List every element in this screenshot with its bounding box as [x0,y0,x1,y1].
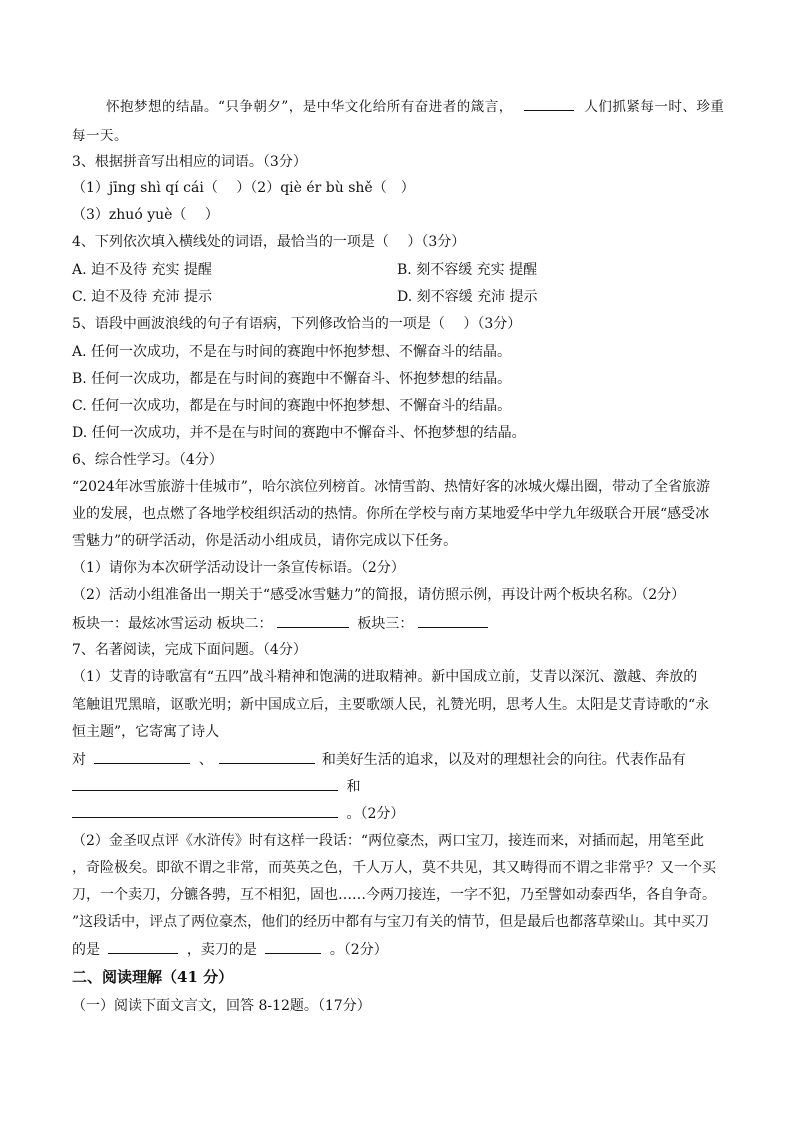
q3-row-2: （3）zhuó yuè（ ） [72,207,219,223]
q4-option-b[interactable]: B. 刻不容缓 充实 提醒 [397,262,538,278]
q7-title: 7、名著阅读，完成下面问题。（4分） [72,642,307,658]
q7-s2-line-4: ”这段话中，评点了两位豪杰，他们的经历中都有与宝刀有关的情节，但是最后也都落草梁山。其中买刀 [72,914,710,930]
q7-buy-blade-blank[interactable] [108,939,178,954]
q7-s2-text-c: 。（2分） [329,942,388,958]
q3-title: 3、根据拼音写出相应的词语。（3分） [72,154,307,170]
q7-s1-line-4 [72,749,732,770]
q6-paragraph-3: 雪魅力”的研学活动，你是活动小组成员，请你完成以下任务。 [72,533,458,549]
q7-s2-line-2: ，奇险极矣。即欲不谓之非常，而英英之色，千人万人，莫不共见，其又畴得而不谓之非常乎？又一个买 [72,860,716,876]
intro-text-a: 怀抱梦想的结晶。“只争朝夕”，是中华文化给所有奋进者的箴言， [106,99,513,115]
intro-line-2: 每一天。 [72,128,128,144]
q7-s1-score: 。（2分） [346,806,405,822]
section-2-title: 二、阅读理解（41 分） [72,968,234,986]
q7-s1-text-c: 和美好生活的追求，以及对的理想社会的向往。代表作品有 [321,752,686,768]
q5-option-a[interactable]: A. 任何一次成功，不是在与时间的赛跑中怀抱梦想、不懈奋斗的结晶。 [72,344,512,360]
q7-s1-line-2: 笔触诅咒黑暗，讴歌光明；新中国成立后，主要歌颂人民，礼赞光明，思考人生。太阳是艾青诗歌的“永 [72,697,710,713]
q5-option-b[interactable]: B. 任何一次成功，都是在与时间的赛跑中不懈奋斗、怀抱梦想的结晶。 [72,371,512,387]
q7-s2-text-a: 的是 [72,942,100,958]
q7-s1-line-3: 恒主题”，它寄寓了诗人 [72,724,220,740]
q5-option-d[interactable]: D. 任何一次成功，并不是在与时间的赛跑中不懈奋斗、怀抱梦想的结晶。 [72,425,526,441]
q7-work-blank-2[interactable] [72,803,338,818]
q4-option-d[interactable]: D. 刻不容缓 充沛 提示 [397,289,538,305]
q3-row-1: （1）jīng shì qí cái（ ）（2）qiè ér bù shě（ ） [72,180,415,196]
q6-sub-question-1: （1）请你为本次研学活动设计一条宣传标语。（2分） [72,560,405,576]
section-2-subtitle: （一）阅读下面文言文，回答 8-12题。（17分） [72,998,371,1014]
q4-title: 4、下列依次填入横线处的词语，最恰当的一项是（ ）（3分） [72,234,466,250]
q6-board-2-blank[interactable] [277,613,349,628]
q7-s2-text-b: ，卖刀的是 [186,942,257,958]
q4-option-c[interactable]: C. 迫不及待 充沛 提示 [72,289,213,305]
q6-paragraph-2: 业的发展，也点燃了各地学校组织活动的热情。你所在学校与南方某地爱华中学九年级联合开展“感受冰 [72,506,710,522]
intro-line-1 [106,96,766,117]
q5-title: 5、语段中画波浪线的句子有语病，下列修改恰当的一项是（ ）（3分） [72,316,522,332]
q6-sub-question-2: （2）活动小组准备出一期关于“感受冰雪魅力”的简报，请仿照示例，再设计两个板块名称。（2分） [72,587,686,603]
q6-boards-text-a: 板块一：最炫冰雪运动 板块二： [72,616,273,632]
q7-s1-text-a: 对 [72,752,86,768]
q6-title: 6、综合性学习。（4分） [72,452,223,468]
q6-paragraph-1: “2024年冰雪旅游十佳城市”，哈尔滨位列榜首。冰情雪韵、热情好客的冰城火爆出圈，带动了全省旅游 [72,479,710,495]
q4-option-a[interactable]: A. 迫不及待 充实 提醒 [72,262,212,278]
q5-option-c[interactable]: C. 任何一次成功，都是在与时间的赛跑中怀抱梦想、不懈奋斗的结晶。 [72,398,512,414]
q7-s1-line-5 [72,776,732,797]
q7-s1-line-6 [72,803,732,824]
intro-blank[interactable] [524,96,574,111]
q7-s2-line-5 [72,939,732,960]
q7-s1-text-b: 、 [198,752,213,768]
q7-s1-and: 和 [346,779,361,795]
q7-blank-1[interactable] [94,749,190,764]
q6-boards-text-b: 板块三： [357,616,414,632]
q7-work-blank-1[interactable] [72,776,338,791]
q6-board-3-blank[interactable] [418,613,488,628]
intro-text-b: 人们抓紧每一时、珍重 [584,99,725,115]
q7-blank-2[interactable] [219,749,315,764]
q7-sell-blade-blank[interactable] [265,939,321,954]
q6-boards-line [72,613,732,634]
q7-s2-line-3: 刀，一个卖刀，分镳各骋，互不相犯，固也……今两刀接连，一字不犯，乃至譬如动泰西华，各自争奇。 [72,887,716,903]
q7-s2-line-1: （2）金圣叹点评《水浒传》时有这样一段话：“两位豪杰，两口宝刀，接连而来，对插而起，用笔至此 [72,833,705,849]
q7-s1-line-1: （1）艾青的诗歌富有“五四”战斗精神和饱满的进取精神。新中国成立前，艾青以深沉、激越、奔放的 [72,669,698,685]
